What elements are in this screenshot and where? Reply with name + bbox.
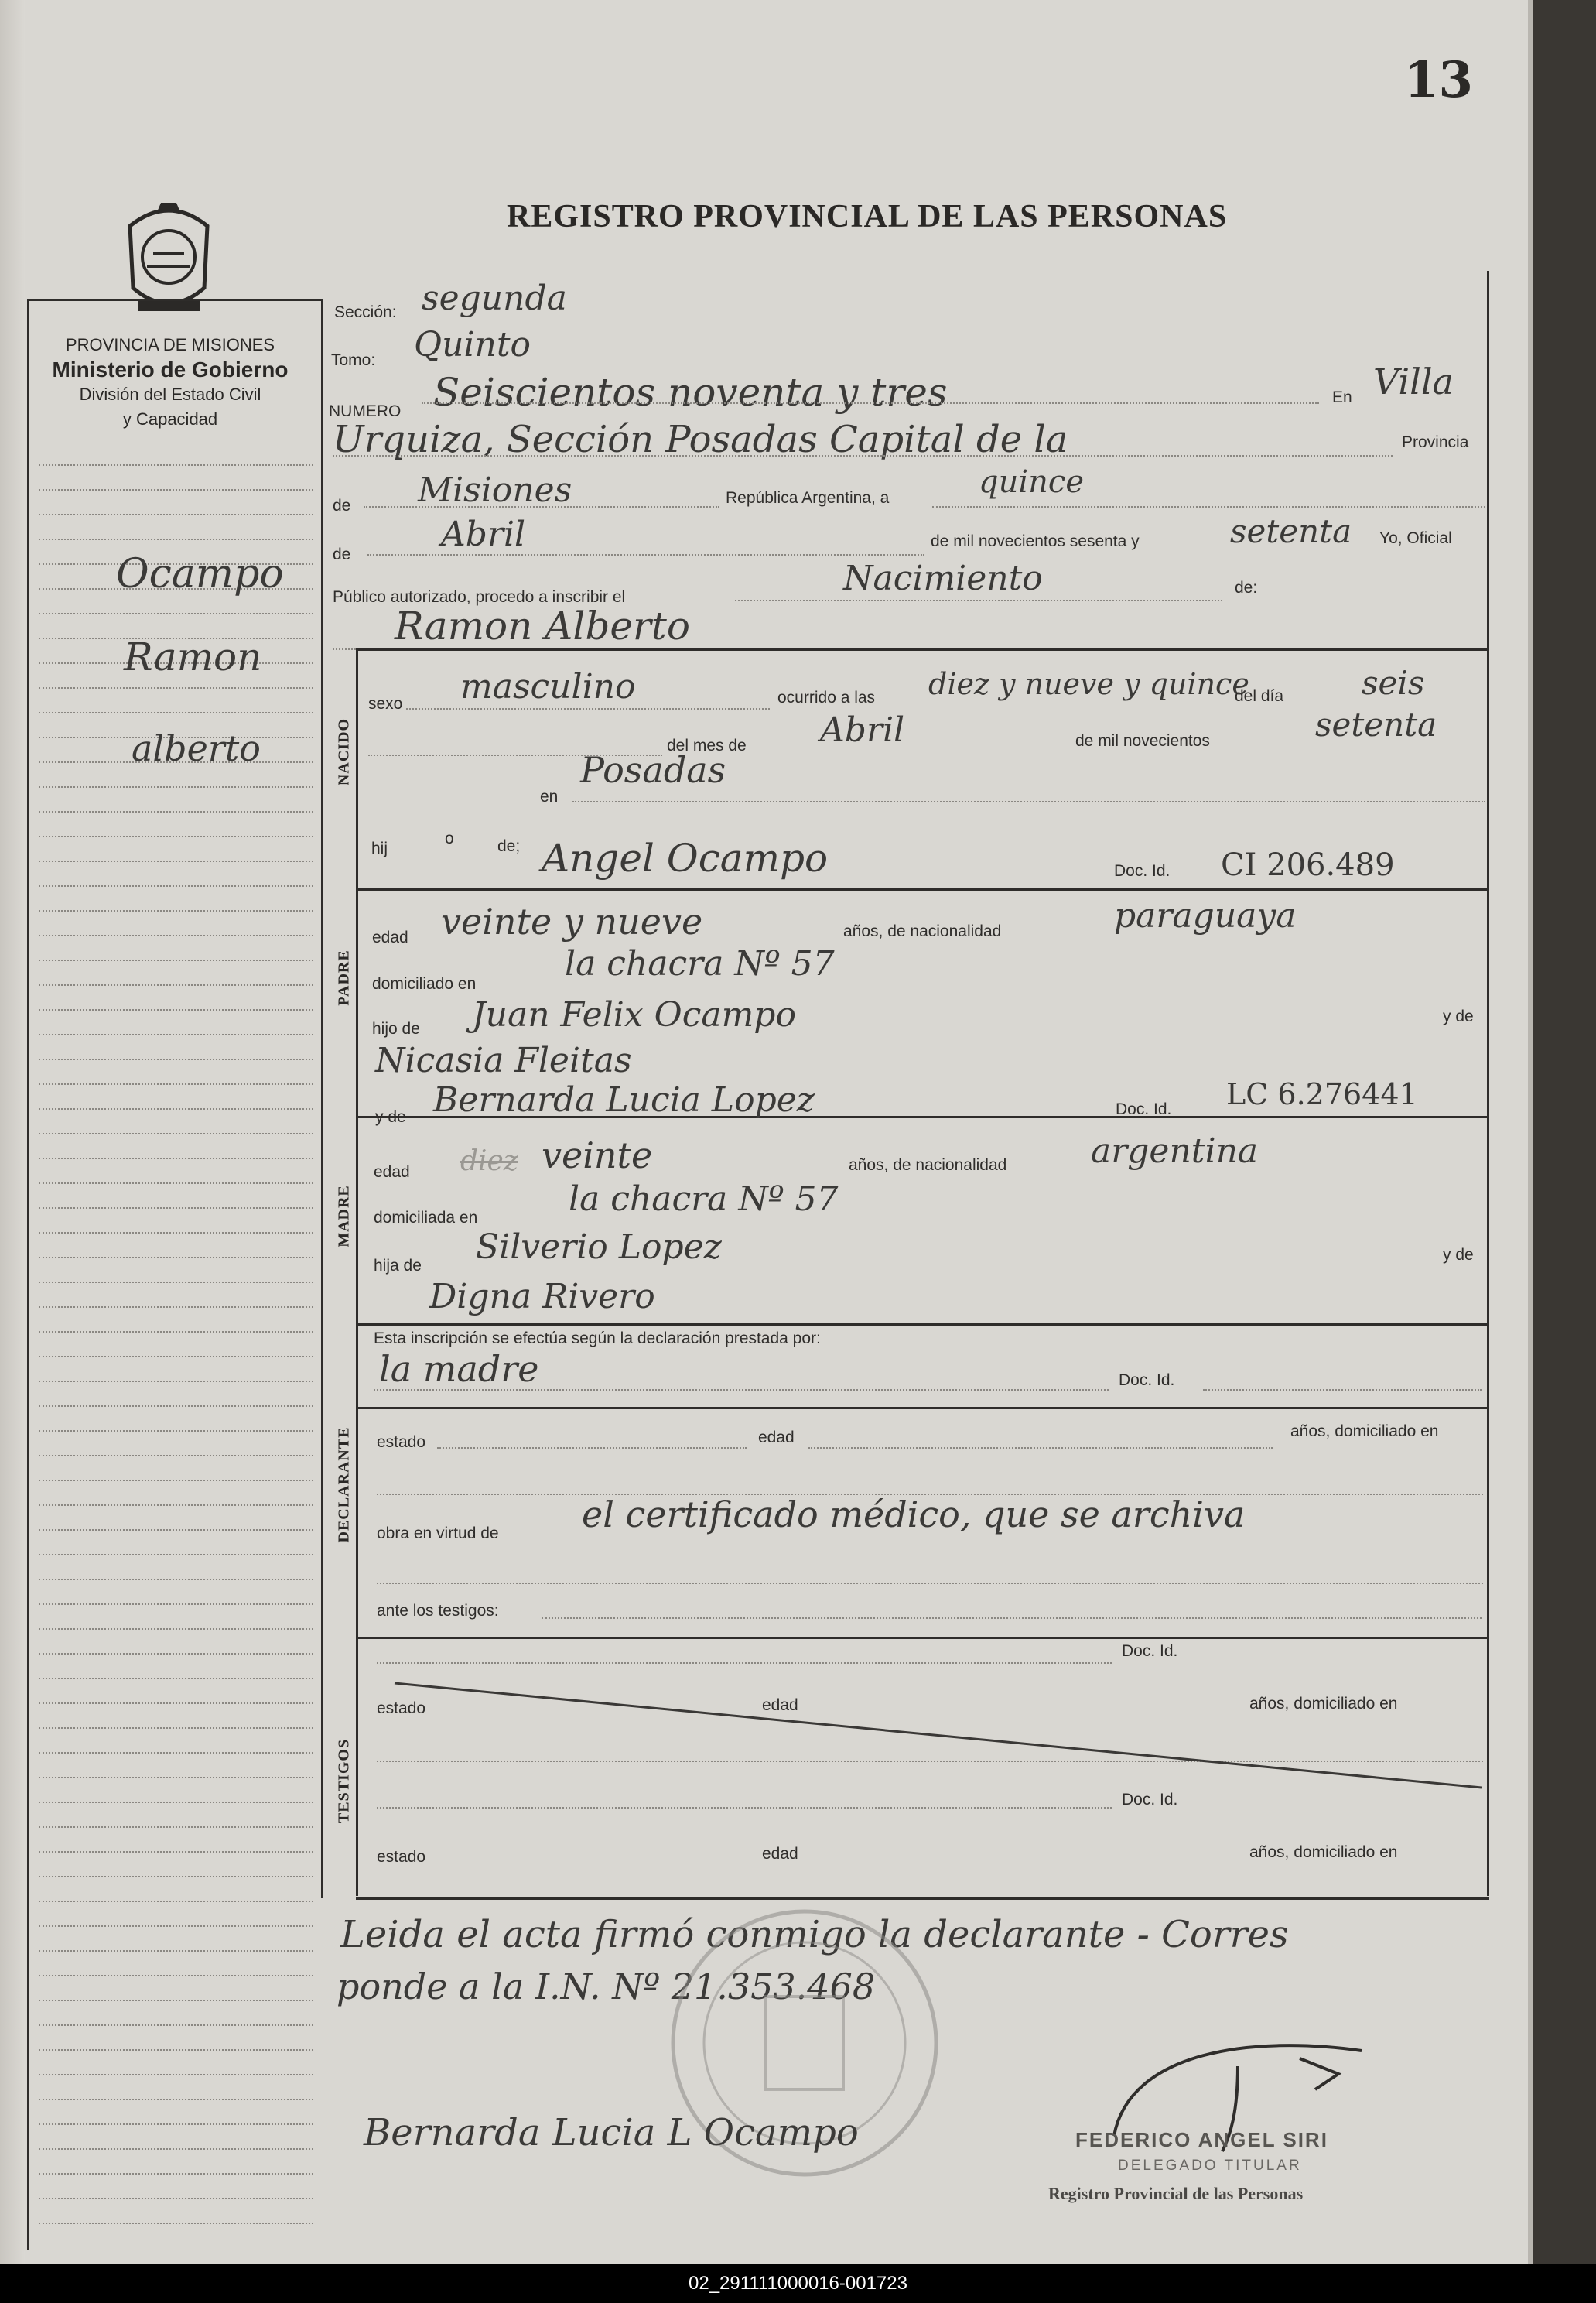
margin-ruled-line (39, 1480, 313, 1481)
madre-edad-struck: diez (460, 1145, 518, 1177)
nacido-section-label: NACIDO (335, 717, 353, 786)
margin-ruled-line (39, 539, 313, 540)
document-title: REGISTRO PROVINCIAL DE LAS PERSONAS (507, 199, 1228, 234)
margin-ruled-line (39, 1331, 313, 1333)
margin-ruled-line (39, 1133, 313, 1134)
margin-ruled-line (39, 687, 313, 689)
margin-ruled-line (39, 1752, 313, 1754)
margin-ruled-line (39, 489, 313, 491)
margin-ruled-line (39, 1603, 313, 1605)
margin-ruled-line (39, 1356, 313, 1357)
place-value: Urquiza, Sección Posadas Capital de la (333, 418, 1068, 461)
margin-ruled-line (39, 1232, 313, 1234)
numero-value: Seiscientos noventa y tres (433, 370, 948, 415)
authority-division: División del Estado Civil (79, 385, 261, 404)
margin-ruled-line (39, 1579, 313, 1580)
month-value: Abril (441, 515, 526, 554)
tomo-value: Quinto (414, 325, 531, 364)
margin-ruled-line (39, 464, 313, 466)
en-value: Villa (1373, 361, 1454, 402)
sexo-value: masculino (460, 667, 636, 707)
official-office: Registro Provincial de las Personas (1048, 2184, 1304, 2203)
frame-right-border (1487, 271, 1489, 1896)
margin-ruled-line (39, 1901, 313, 1902)
margin-ruled-line (39, 2198, 313, 2199)
mother-doc-value: LC 6.276441 (1226, 1077, 1418, 1111)
frame-left-border (27, 300, 29, 2250)
closing-line2: ponde a la I.N. Nº 21.353.468 (337, 1966, 876, 2007)
official-name: FEDERICO ANGEL SIRI (1075, 2128, 1328, 2151)
margin-ruled-line (39, 1975, 313, 1976)
en-nacido-label: en (540, 788, 559, 806)
tomo-label: Tomo: (331, 351, 376, 369)
declarante-doc-label: Doc. Id. (1122, 1642, 1178, 1660)
obra-label: obra en virtud de (377, 1524, 499, 1542)
madre-dom-label: domiciliada en (374, 1209, 478, 1227)
margin-ruled-line (39, 1851, 313, 1853)
closing-line1: Leida el acta firmó conmigo la declarante - Corres (340, 1913, 1289, 1956)
margin-first-name: Ramon (124, 635, 262, 679)
margin-ruled-line (39, 1504, 313, 1506)
paternal-grandfather: Juan Felix Ocampo (472, 995, 796, 1035)
page-number: 13 (1404, 51, 1474, 109)
ante-testigos-label: ante los testigos: (377, 1602, 499, 1620)
publico-label: Público autorizado, procedo a inscribir el (333, 588, 626, 606)
margin-ruled-line (39, 910, 313, 912)
margin-ruled-line (39, 811, 313, 813)
authority-province: PROVINCIA DE MISIONES (65, 335, 275, 354)
margin-ruled-line (39, 1554, 313, 1555)
margin-ruled-line (39, 935, 313, 936)
mes-label: del mes de (667, 737, 747, 755)
authority-ministry: Ministerio de Gobierno (52, 358, 289, 382)
mil-label: de mil novecientos (1075, 732, 1210, 750)
year-value: setenta (1230, 512, 1352, 550)
padre-hijo-label: hijo de (372, 1020, 420, 1038)
declarante-estado-label: estado (377, 1433, 426, 1451)
de-label: de (333, 497, 351, 515)
margin-ruled-line (39, 712, 313, 713)
en-label: En (1332, 388, 1352, 406)
margin-ruled-line (39, 2123, 313, 2125)
margin-ruled-line (39, 836, 313, 837)
declaracion-label: Esta inscripción se efectúa según la declaración prestada por: (374, 1329, 821, 1347)
sexo-label: sexo (368, 695, 403, 713)
margin-ruled-line (39, 960, 313, 961)
testigo1-domic-label: años, domiciliado en (1249, 1695, 1398, 1713)
margin-ruled-line (39, 1826, 313, 1828)
margin-ruled-line (39, 1455, 313, 1456)
margin-ruled-line (39, 1108, 313, 1110)
margin-ruled-line (39, 514, 313, 515)
provincia-label: Provincia (1402, 433, 1469, 451)
padre-nac-value: paraguaya (1114, 896, 1297, 936)
madre-edad-label: edad (374, 1163, 410, 1181)
madre-section-label: MADRE (335, 1185, 353, 1247)
declaracion-doc-label: Doc. Id. (1119, 1371, 1175, 1389)
coat-of-arms-icon (114, 195, 223, 323)
maternal-grandmother: Digna Rivero (429, 1277, 655, 1316)
year-label: de mil novecientos sesenta y (931, 532, 1140, 550)
oficial-label: Yo, Oficial (1379, 529, 1452, 547)
margin-ruled-line (39, 1059, 313, 1060)
declarante-edad-label: edad (758, 1429, 795, 1446)
obra-value: el certificado médico, que se archiva (582, 1494, 1246, 1535)
ocurrido-label: ocurrido a las (777, 689, 876, 707)
madre-y-de-label: y de (1443, 1246, 1474, 1264)
nacido-doc-value: CI 206.489 (1221, 847, 1395, 883)
hora-value: diez y nueve y quince (928, 667, 1249, 701)
padre-y-de-label: y de (1443, 1008, 1474, 1025)
declaracion-value: la madre (379, 1348, 539, 1390)
margin-ruled-line (39, 1430, 313, 1432)
testigos-section-label: TESTIGOS (335, 1738, 353, 1824)
madre-nac-label: años, de nacionalidad (849, 1156, 1007, 1174)
margin-ruled-line (39, 1207, 313, 1209)
testigo1-edad-label: edad (762, 1696, 798, 1714)
margin-surname: Ocampo (116, 551, 284, 597)
margin-ruled-line (39, 1009, 313, 1011)
margin-ruled-line (39, 1405, 313, 1407)
del-dia-label: del día (1235, 687, 1284, 705)
madre-edad-value: veinte (542, 1134, 653, 1176)
testigo1-estado-label: estado (377, 1699, 426, 1717)
padre-edad-value: veinte y nueve (441, 901, 703, 943)
nacido-doc-label: Doc. Id. (1114, 862, 1171, 880)
madre-dom-value: la chacra Nº 57 (569, 1179, 839, 1219)
margin-ruled-line (39, 1306, 313, 1308)
paternal-grandmother: Nicasia Fleitas (375, 1041, 632, 1080)
hijo-suffix: o (445, 830, 454, 847)
madre-hija-label: hija de (374, 1257, 422, 1275)
margin-ruled-line (39, 1653, 313, 1655)
de3-label: de: (1235, 579, 1258, 597)
official-title: DELEGADO TITULAR (1118, 2158, 1302, 2174)
margin-ruled-line (39, 984, 313, 986)
authority-capacity: y Capacidad (122, 409, 218, 429)
margin-ruled-line (39, 2049, 313, 2051)
testigo2-domic-label: años, domiciliado en (1249, 1843, 1398, 1861)
seccion-label: Sección: (334, 303, 397, 321)
province-value: Misiones (418, 471, 572, 510)
margin-ruled-line (39, 1381, 313, 1382)
margin-ruled-line (39, 1678, 313, 1679)
registered-name: Ramon Alberto (395, 604, 691, 648)
margin-ruled-line (39, 1950, 313, 1952)
father-name: Angel Ocampo (542, 836, 829, 881)
anio-value: setenta (1315, 706, 1437, 744)
lugar-value: Posadas (580, 749, 726, 791)
margin-ruled-line (39, 786, 313, 788)
margin-ruled-line (39, 1925, 313, 1927)
act-value: Nacimiento (843, 559, 1043, 598)
padre-section-label: PADRE (335, 950, 353, 1006)
margin-ruled-line (39, 1727, 313, 1729)
hijo-label: hij (371, 840, 388, 857)
margin-ruled-line (39, 1802, 313, 1803)
padre-nac-label: años, de nacionalidad (843, 922, 1002, 940)
testigo2-estado-label: estado (377, 1848, 426, 1866)
numero-label: NUMERO (329, 402, 402, 420)
void-strike-line (387, 1675, 1485, 1791)
padre-edad-label: edad (372, 929, 408, 946)
margin-ruled-line (39, 2173, 313, 2175)
margin-ruled-line (39, 2000, 313, 2001)
hijo-de-label: de; (497, 837, 521, 855)
margin-ruled-line (39, 1777, 313, 1778)
margin-ruled-line (39, 861, 313, 862)
dia-value: seis (1362, 664, 1425, 702)
page-binding (0, 0, 25, 2264)
margin-middle-name: alberto (132, 727, 261, 769)
frame-top-left (27, 299, 323, 301)
margin-ruled-line (39, 885, 313, 887)
declarante-domic-label: años, domiciliado en (1290, 1422, 1439, 1440)
margin-ruled-line (39, 1628, 313, 1630)
frame-divider (321, 300, 323, 1898)
margin-ruled-line (39, 2074, 313, 2075)
margin-ruled-line (39, 1702, 313, 1704)
testigo1-doc-label: Doc. Id. (1122, 1791, 1178, 1809)
margin-ruled-line (39, 1083, 313, 1085)
archive-id-bar: 02_291111000016-001723 (0, 2264, 1596, 2303)
declarante-signature: Bernarda Lucia L Ocampo (364, 2111, 859, 2154)
margin-ruled-line (39, 1529, 313, 1531)
margin-ruled-line (39, 2148, 313, 2150)
republica-label: República Argentina, a (726, 489, 890, 507)
margin-ruled-line (39, 1182, 313, 1184)
declarante-section-label: DECLARANTE (335, 1426, 353, 1543)
maternal-grandfather: Silverio Lopez (476, 1227, 722, 1267)
madre-nac-value: argentina (1091, 1131, 1259, 1171)
margin-ruled-line (39, 2099, 313, 2100)
margin-ruled-line (39, 613, 313, 614)
margin-ruled-line (39, 2223, 313, 2224)
padre-dom-value: la chacra Nº 57 (565, 944, 835, 984)
padre-dom-label: domiciliado en (372, 975, 477, 993)
seccion-value: segunda (422, 279, 567, 318)
padre-doc-label: Doc. Id. (1116, 1100, 1172, 1118)
issuing-authority (31, 333, 309, 432)
mes-value: Abril (820, 710, 905, 750)
testigo2-edad-label: edad (762, 1845, 798, 1863)
margin-ruled-line (39, 1282, 313, 1283)
margin-ruled-line (39, 1876, 313, 1877)
mother-full-name: Bernarda Lucia Lopez (433, 1080, 815, 1120)
margin-ruled-line (39, 2024, 313, 2026)
de2-label: de (333, 546, 351, 563)
margin-ruled-line (39, 1158, 313, 1159)
section-column-line (356, 650, 358, 1896)
margin-ruled-line (39, 1257, 313, 1258)
y-de-madre-label: y de (375, 1108, 406, 1126)
day-value: quince (979, 464, 1084, 500)
margin-ruled-line (39, 1034, 313, 1035)
